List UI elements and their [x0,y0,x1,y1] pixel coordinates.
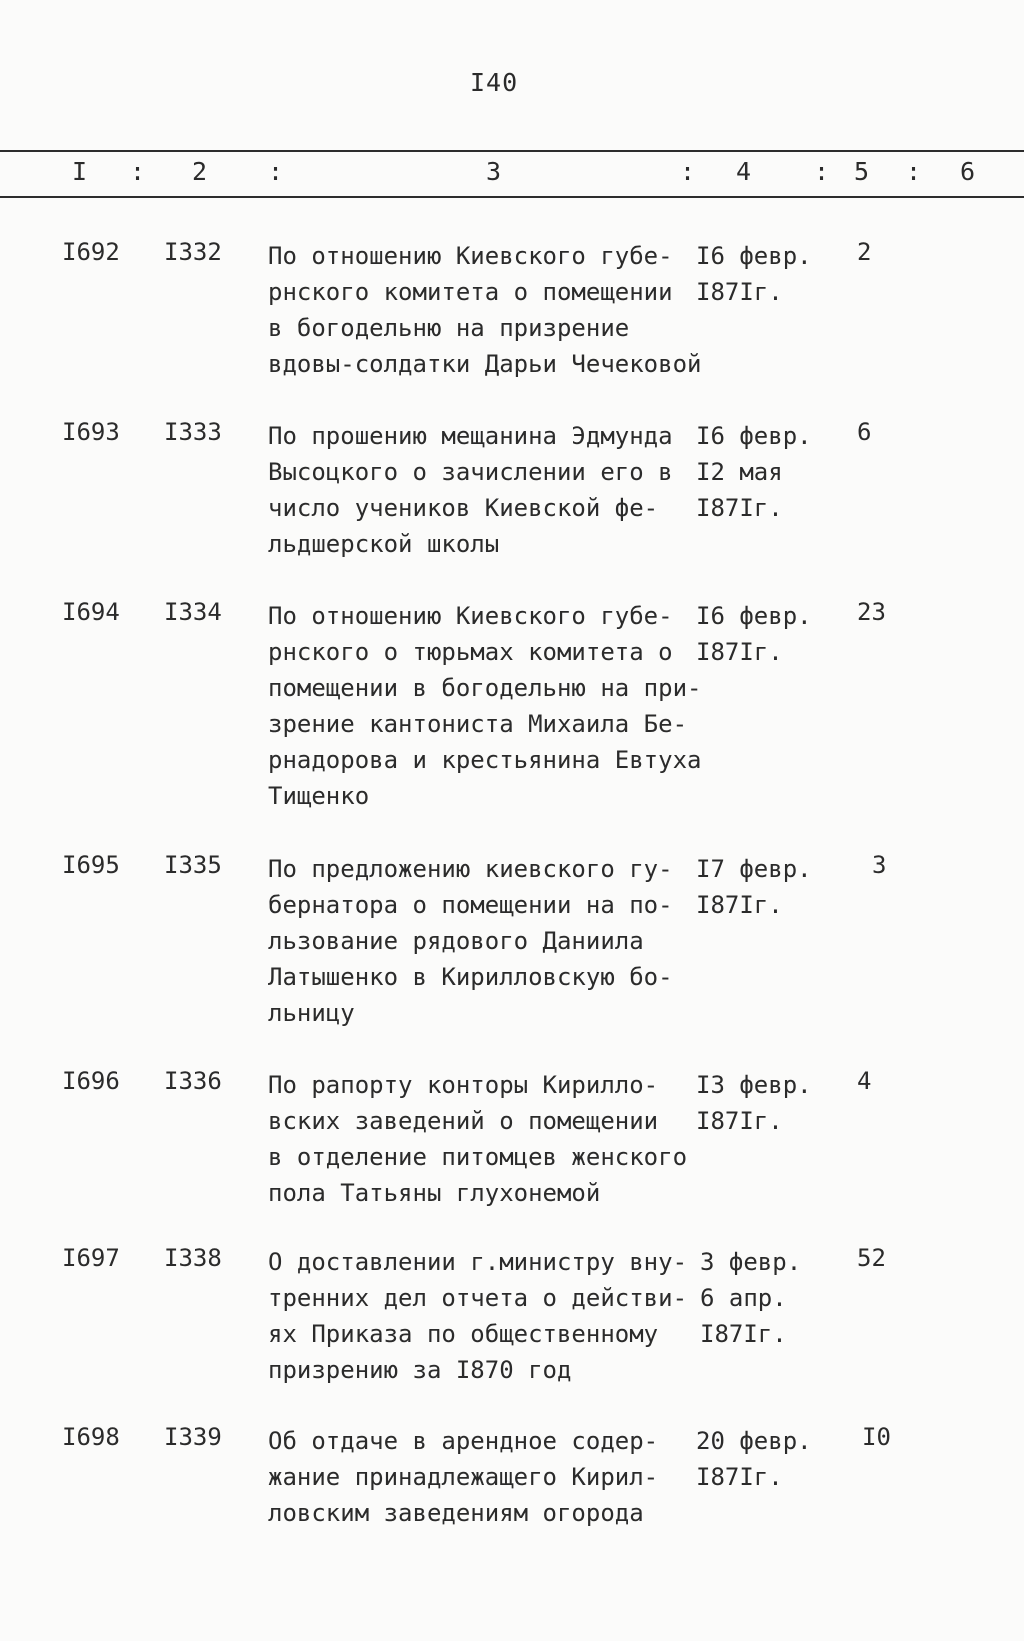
title-line: По прошению мещанина Эдмунда [268,422,673,450]
title-line: призрению за I870 год [268,1356,572,1384]
title-line: По отношению Киевского губе- [268,602,673,630]
record-number: I696 [62,1067,120,1095]
title-line: бернатора о помещении на по- [268,891,673,919]
header-col-4: 4 [736,157,752,186]
record-title [268,418,693,562]
title-line: вских заведений о помещении [268,1107,659,1135]
date-line: 6 апр. [700,1284,787,1312]
sheet-count: I0 [862,1423,891,1451]
record-dates [696,238,826,310]
title-line: рнского комитета о помещении [268,278,673,306]
title-line: ловским заведениям огорода [268,1499,644,1527]
old-record-number: I334 [164,598,222,626]
sheet-count: 23 [857,598,886,626]
sheet-count: 52 [857,1244,886,1272]
title-line: вдовы-солдатки Дарьи Чечековой [268,350,702,378]
date-line: I6 февр. [696,242,812,270]
title-line: жание принадлежащего Кирил- [268,1463,659,1491]
title-line: По отношению Киевского губе- [268,242,673,270]
record-number: I694 [62,598,120,626]
title-line: в отделение питомцев женского [268,1143,688,1171]
date-line: 20 февр. [696,1427,812,1455]
record-title [268,598,702,814]
date-line: I87Iг. [696,1463,783,1491]
header-col-2: 2 [192,157,208,186]
page-number: I40 [470,68,519,97]
title-line: помещении в богодельню на при- [268,674,702,702]
title-line: Латышенко в Кирилловскую бо- [268,963,673,991]
record-dates [696,1067,826,1139]
title-line: Об отдаче в арендное содер- [268,1427,659,1455]
title-line: льницу [268,999,355,1027]
date-line: I87Iг. [696,494,783,522]
header-col-1: I [72,157,88,186]
title-line: число учеников Киевской фе- [268,494,659,522]
title-line: пола Татьяны глухонемой [268,1179,601,1207]
title-line: О доставлении г.министру вну- [268,1248,688,1276]
header-separator: : [130,157,146,186]
sheet-count: 2 [857,238,872,266]
title-line: тренних дел отчета о действи- [268,1284,688,1312]
record-dates [696,418,826,526]
header-col-6: 6 [960,157,976,186]
column-header [0,152,1024,196]
title-line: По рапорту конторы Кирилло- [268,1071,659,1099]
record-number: I692 [62,238,120,266]
record-number: I698 [62,1423,120,1451]
date-line: I7 февр. [696,855,812,883]
sheet-count: 3 [872,851,887,879]
record-title [268,1423,693,1531]
title-line: льзование рядового Даниила [268,927,644,955]
title-line: зрение кантониста Михаила Бе- [268,710,688,738]
record-title [268,1244,693,1388]
title-line: По предложению киевского гу- [268,855,673,883]
title-line: ях Приказа по общественному [268,1320,659,1348]
title-line: рнадорова и крестьянина Евтуха [268,746,702,774]
date-line: I2 мая [696,458,783,486]
old-record-number: I335 [164,851,222,879]
sheet-count: 4 [857,1067,872,1095]
record-number: I695 [62,851,120,879]
record-number: I693 [62,418,120,446]
title-line: рнского о тюрьмах комитета о [268,638,673,666]
old-record-number: I336 [164,1067,222,1095]
record-number: I697 [62,1244,120,1272]
date-line: I87Iг. [700,1320,787,1348]
title-line: льдшерской школы [268,530,500,558]
date-line: I6 февр. [696,602,812,630]
record-dates [696,598,826,670]
old-record-number: I338 [164,1244,222,1272]
record-dates [696,1423,826,1495]
header-separator: : [814,157,830,186]
record-title [268,238,702,382]
date-line: I87Iг. [696,638,783,666]
old-record-number: I332 [164,238,222,266]
record-title [268,851,693,1031]
header-separator: : [906,157,922,186]
header-col-3: 3 [486,157,502,186]
header-col-5: 5 [854,157,870,186]
title-line: Высоцкого о зачислении его в [268,458,673,486]
record-dates [696,851,826,923]
header-separator: : [268,157,284,186]
title-line: Тищенко [268,782,370,810]
title-line: в богодельню на призрение [268,314,630,342]
old-record-number: I339 [164,1423,222,1451]
old-record-number: I333 [164,418,222,446]
header-separator: : [680,157,696,186]
sheet-count: 6 [857,418,872,446]
date-line: I87Iг. [696,278,783,306]
record-title [268,1067,693,1211]
date-line: 3 февр. [700,1248,802,1276]
record-dates [700,1244,830,1352]
header-bottom-rule [0,196,1024,198]
date-line: I87Iг. [696,891,783,919]
date-line: I3 февр. [696,1071,812,1099]
date-line: I87Iг. [696,1107,783,1135]
date-line: I6 февр. [696,422,812,450]
